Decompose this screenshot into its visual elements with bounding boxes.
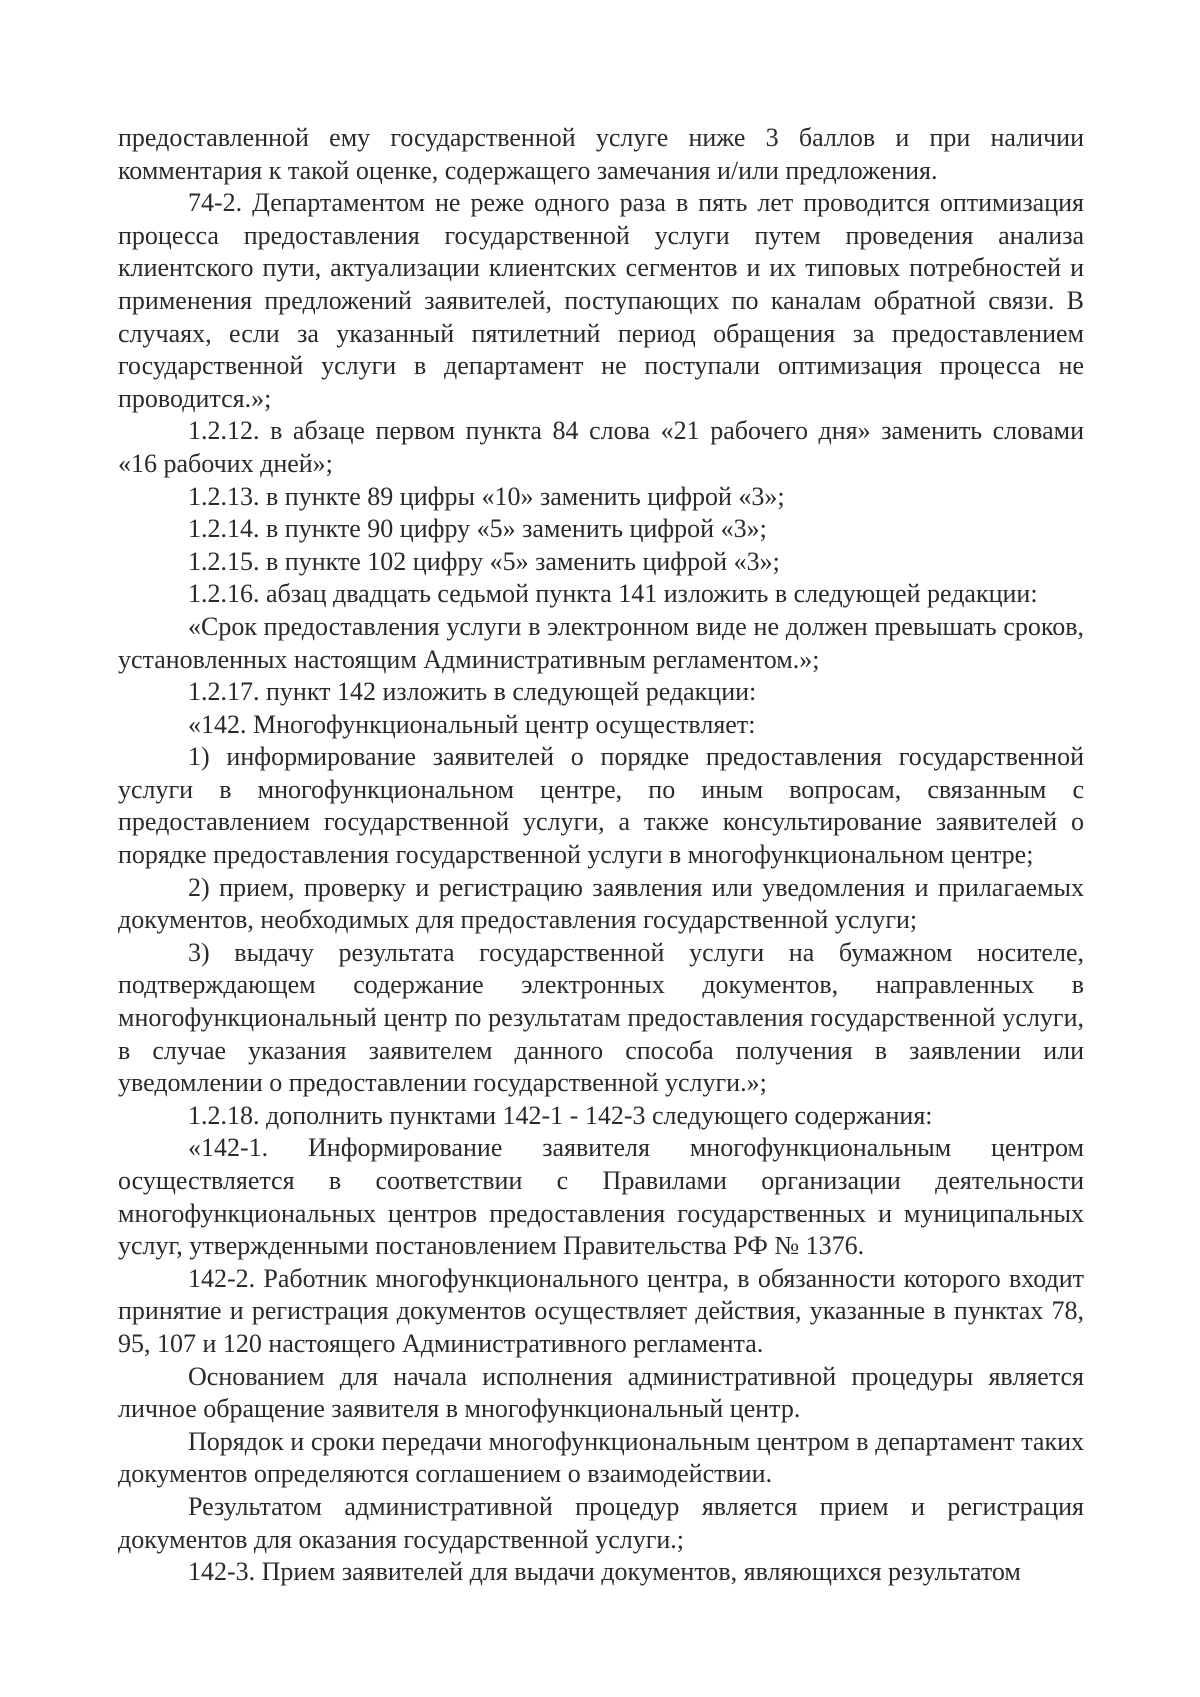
paragraph: 74-2. Департаментом не реже одного раза в пять лет проводится оптимизация процесса предоставления государственной услуги путем проведения анализа клиентского пути, актуализации клиентских сегментов и их типовых потребностей и применения предложений заявителей, поступающих по каналам обратной связи. В случаях, если за указанный пятилетний период обращения за предоставлением государственной услуги в департамент не поступали оптимизация процесса не проводится.»;	[118, 188, 1084, 413]
paragraph: 1.2.13. в пункте 89 цифры «10» заменить цифрой «3»;	[188, 481, 785, 511]
paragraph: 1.2.12. в абзаце первом пункта 84 слова «21 рабочего дня» заменить словами «16 рабочих дней»;	[118, 416, 1084, 478]
paragraph: 2) прием, проверку и регистрацию заявления или уведомления и прилагаемых документов, необходимых для предоставления государственной услуги;	[118, 872, 1084, 935]
paragraph: 3) выдачу результата государственной услуги на бумажном носителе, подтверждающем содержание электронных документов, направленных в многофункциональный центр по результатам предоставления государственной услуги, в случае указания заявителем данного способа получения в заявлении или уведомлении о предоставлении государственной услуги.»;	[118, 937, 1084, 1098]
paragraph: 1.2.17. пункт 142 изложить в следующей редакции:	[188, 677, 757, 707]
paragraph: 1.2.18. дополнить пунктами 142-1 - 142-3 следующего содержания:	[188, 1100, 933, 1130]
paragraph: 1.2.14. в пункте 90 цифру «5» заменить цифрой «3»;	[188, 514, 767, 544]
paragraph: 142-2. Работник многофункционального центра, в обязанности которого входит принятие и регистрация документов осуществляет действия, указанные в пунктах 78, 95, 107 и 120 настоящего Административного регламента.	[118, 1263, 1084, 1358]
paragraph: Результатом административной процедур является прием и регистрация документов для оказания государственной услуги.;	[118, 1491, 1084, 1554]
paragraph: Порядок и сроки передачи многофункциональным центром в департамент таких документов определяются соглашением о взаимодействии.	[118, 1426, 1084, 1489]
paragraph: «Срок предоставления услуги в электронном виде не должен превышать сроков, установленных настоящим Административным регламентом.»;	[118, 611, 1084, 674]
paragraph: Основанием для начала исполнения административной процедуры является личное обращение заявителя в многофункциональный центр.	[118, 1361, 1084, 1424]
paragraph: 1) информирование заявителей о порядке предоставления государственной услуги в многофункциональном центре, по иным вопросам, связанным с предоставлением государственной услуги, а также консультирование заявителей о порядке предоставления государственной услуги в многофункциональном центре;	[118, 742, 1084, 870]
paragraph: 1.2.16. абзац двадцать седьмой пункта 141 изложить в следующей редакции:	[188, 579, 1038, 609]
document-page	[118, 122, 1084, 1589]
paragraph: 142-3. Прием заявителей для выдачи документов, являющихся результатом	[188, 1557, 1021, 1587]
paragraph: «142-1. Информирование заявителя многофункциональным центром осуществляется в соответствии с Правилами организации деятельности многофункциональных центров предоставления государственных и муниципальных услуг, утвержденными постановлением Правительства РФ № 1376.	[118, 1133, 1084, 1261]
paragraph: «142. Многофункциональный центр осуществляет:	[188, 709, 756, 739]
paragraph: предоставленной ему государственной услуге ниже 3 баллов и при наличии комментария к такой оценке, содержащего замечания и/или предложения.	[118, 123, 1084, 185]
paragraph: 1.2.15. в пункте 102 цифру «5» заменить цифрой «3»;	[188, 546, 780, 576]
